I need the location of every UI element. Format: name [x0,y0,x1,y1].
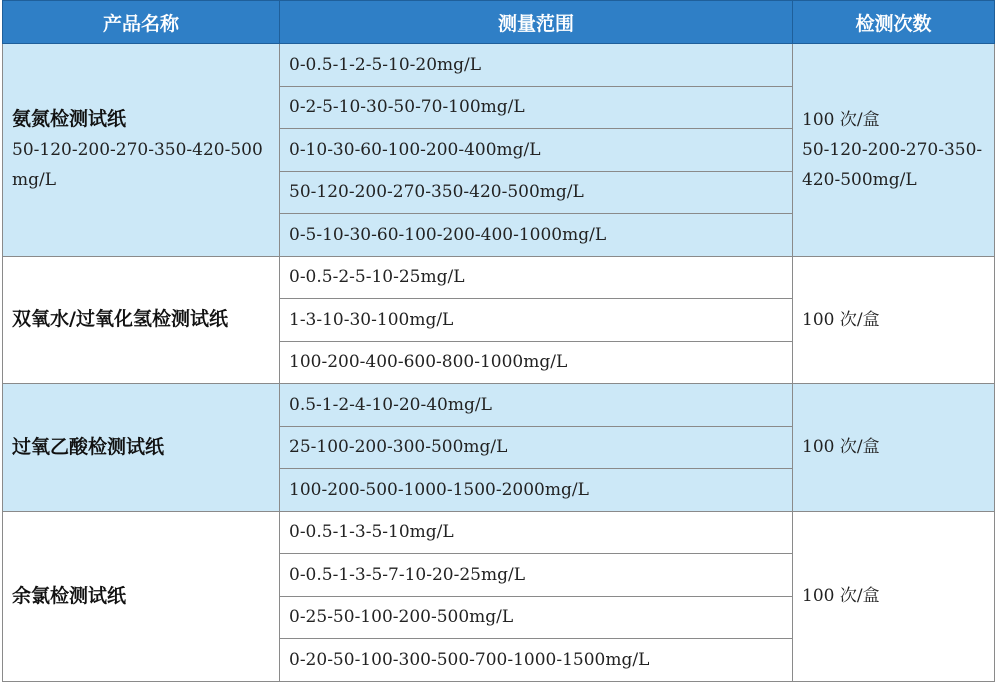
header-count: 检测次数 [793,1,995,44]
header-product: 产品名称 [3,1,280,44]
header-range: 测量范围 [280,1,793,44]
table-row [3,384,995,427]
range-cell: 50-120-200-270-350-420-500mg/L [280,171,793,214]
range-cell: 0-10-30-60-100-200-400mg/L [280,129,793,172]
range-cell: 0-0.5-1-3-5-7-10-20-25mg/L [280,554,793,597]
table-row [3,256,995,299]
range-cell: 0-20-50-100-300-500-700-1000-1500mg/L [280,639,793,682]
count-cell [793,44,995,257]
product-name: 双氧水/过氧化氢检测试纸 [12,308,228,331]
range-cell: 100-200-500-1000-1500-2000mg/L [280,469,793,512]
count-value: 100 次/盒 [802,109,880,130]
range-cell: 1-3-10-30-100mg/L [280,299,793,342]
range-cell: 25-100-200-300-500mg/L [280,426,793,469]
table-row [3,44,995,87]
product-name-cell [3,384,280,512]
count-value: 100 次/盒 [802,586,880,606]
product-name: 氨氮检测试纸 [12,108,127,131]
table-row [3,511,995,554]
range-cell: 0-5-10-30-60-100-200-400-1000mg/L [280,214,793,257]
product-name-cell [3,256,280,384]
product-name: 过氧乙酸检测试纸 [12,435,165,458]
range-cell: 0-0.5-1-3-5-10mg/L [280,511,793,554]
range-cell: 0-0.5-2-5-10-25mg/L [280,256,793,299]
count-cell [793,511,995,681]
range-cell: 0-2-5-10-30-50-70-100mg/L [280,86,793,129]
count-sub: 50-120-200-270-350-420-500mg/L [802,139,983,190]
count-cell [793,256,995,384]
range-cell: 0-0.5-1-2-5-10-20mg/L [280,44,793,87]
range-cell: 100-200-400-600-800-1000mg/L [280,341,793,384]
range-cell: 0-25-50-100-200-500mg/L [280,596,793,639]
product-table [2,0,995,682]
header-row [3,1,995,44]
range-cell: 0.5-1-2-4-10-20-40mg/L [280,384,793,427]
product-name-sub: 50-120-200-270-350-420-500mg/L [12,140,263,191]
count-cell [793,384,995,512]
product-name-cell [3,511,280,681]
product-name-cell [3,44,280,257]
product-name: 余氯检测试纸 [12,584,127,607]
count-value: 100 次/盒 [802,437,880,458]
count-value: 100 次/盒 [802,309,880,330]
